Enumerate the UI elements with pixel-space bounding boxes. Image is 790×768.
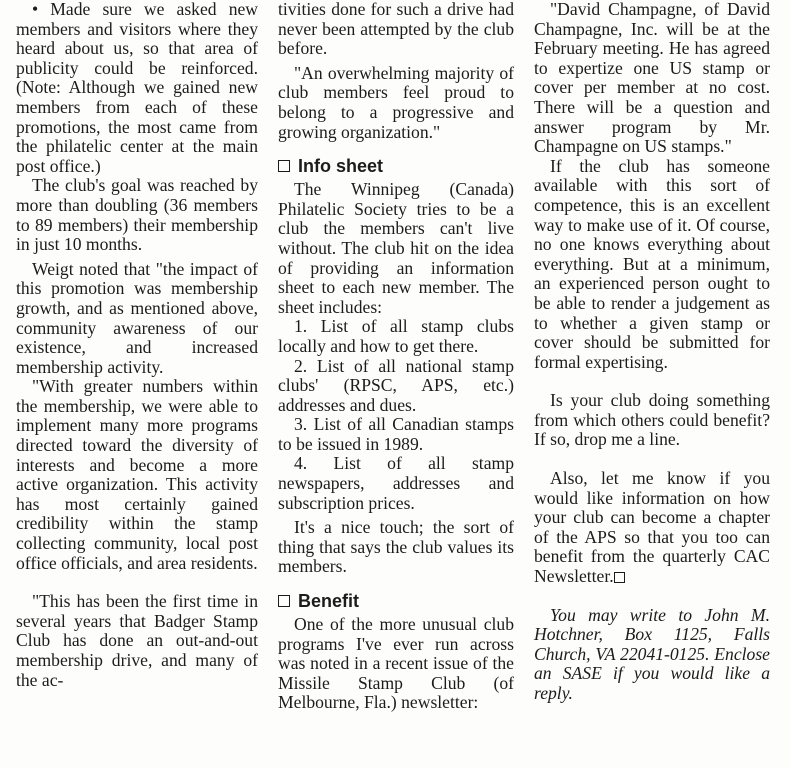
text-column-3 xyxy=(534,0,770,704)
paragraph: Weigt noted that "the impact of this promotion was membership growth, and as mentioned above, community awareness of our existence, and increased membership activity. xyxy=(16,258,258,377)
paragraph: The Winnipeg (Canada) Philatelic Society tries to be a club the members can't live without. The club hit on the idea of providing an information sheet to each new member. The sheet includes: xyxy=(278,179,514,317)
checkbox-square-icon xyxy=(278,160,290,172)
text-column-2 xyxy=(278,0,514,713)
section-heading-benefit xyxy=(278,590,514,612)
paragraph: "An overwhelming majority of club members feel proud to belong to a progressive and growing organization." xyxy=(278,62,514,142)
paragraph: tivities done for such a drive had never been attempted by the club before. xyxy=(278,0,514,59)
checkbox-square-icon xyxy=(278,595,290,607)
paragraph: "With greater numbers within the membership, we were able to implement many more programs directed toward the diversity of interests and become a more active organization. This activity has most certainly gained credibility within the stamp collecting community, local post office officials, and area residents. xyxy=(16,376,258,573)
paragraph: Is your club doing something from which others could benefit? If so, drop me a line. xyxy=(534,390,770,450)
text-column-1 xyxy=(16,0,258,690)
section-heading-text: Benefit xyxy=(298,591,360,612)
paragraph: One of the more unusual club programs I've ever run across was noted in a recent issue of the Missile Stamp Club (of Melbourne, Fla.) newsletter: xyxy=(278,614,514,713)
end-mark-square-icon xyxy=(614,572,625,583)
list-item: 3. List of all Canadian stamps to be issued in 1989. xyxy=(278,414,514,454)
section-heading-info-sheet xyxy=(278,155,514,177)
paragraph: It's a nice touch; the sort of thing that says the club values its members. xyxy=(278,517,514,577)
paragraph: "David Champagne, of David Champagne, Inc. will be at the February meeting. He has agreed to expertize one US stamp or cover per member at no cost. There will be a question and answer program by Mr. Champagne on US stamps." xyxy=(534,0,770,157)
list-item: 2. List of all national stamp clubs' (RPSC, APS, etc.) addresses and dues. xyxy=(278,355,514,415)
list-item: 1. List of all stamp clubs locally and how to get there. xyxy=(278,316,514,356)
author-note: You may write to John M. Hotchner, Box 1125, Falls Church, VA 22041-0125. Enclose an SASE if you would like a reply. xyxy=(534,604,770,703)
paragraph: If the club has someone available with this sort of competence, this is an excellent way to make use of it. Of course, no one knows everything about everything. But at a minimum, an experienced person ought to be able to render a judgement as to whether a given stamp or cover should be submitted for formal expertising. xyxy=(534,155,770,372)
paragraph: • Made sure we asked new members and visitors where they heard about us, so that area of publicity could be reinforced. (Note: Although we gained new members from each of these promotions, the most came from the philatelic center at the main post office.) xyxy=(16,0,258,176)
paragraph: The club's goal was reached by more than doubling (36 members to 89 members) their membership in just 10 months. xyxy=(16,175,258,255)
paragraph: "This has been the first time in several years that Badger Stamp Club has done an out-and-out membership drive, and many of the ac- xyxy=(16,591,258,690)
section-heading-text: Info sheet xyxy=(298,156,384,177)
paragraph xyxy=(534,469,770,587)
paragraph-text: Also, let me know if you would like information on how your club can become a chapter of the APS so that you too can benefit from the quarterly CAC Newsletter. xyxy=(534,468,770,587)
list-item: 4. List of all stamp newspapers, addresses and subscription prices. xyxy=(278,453,514,513)
